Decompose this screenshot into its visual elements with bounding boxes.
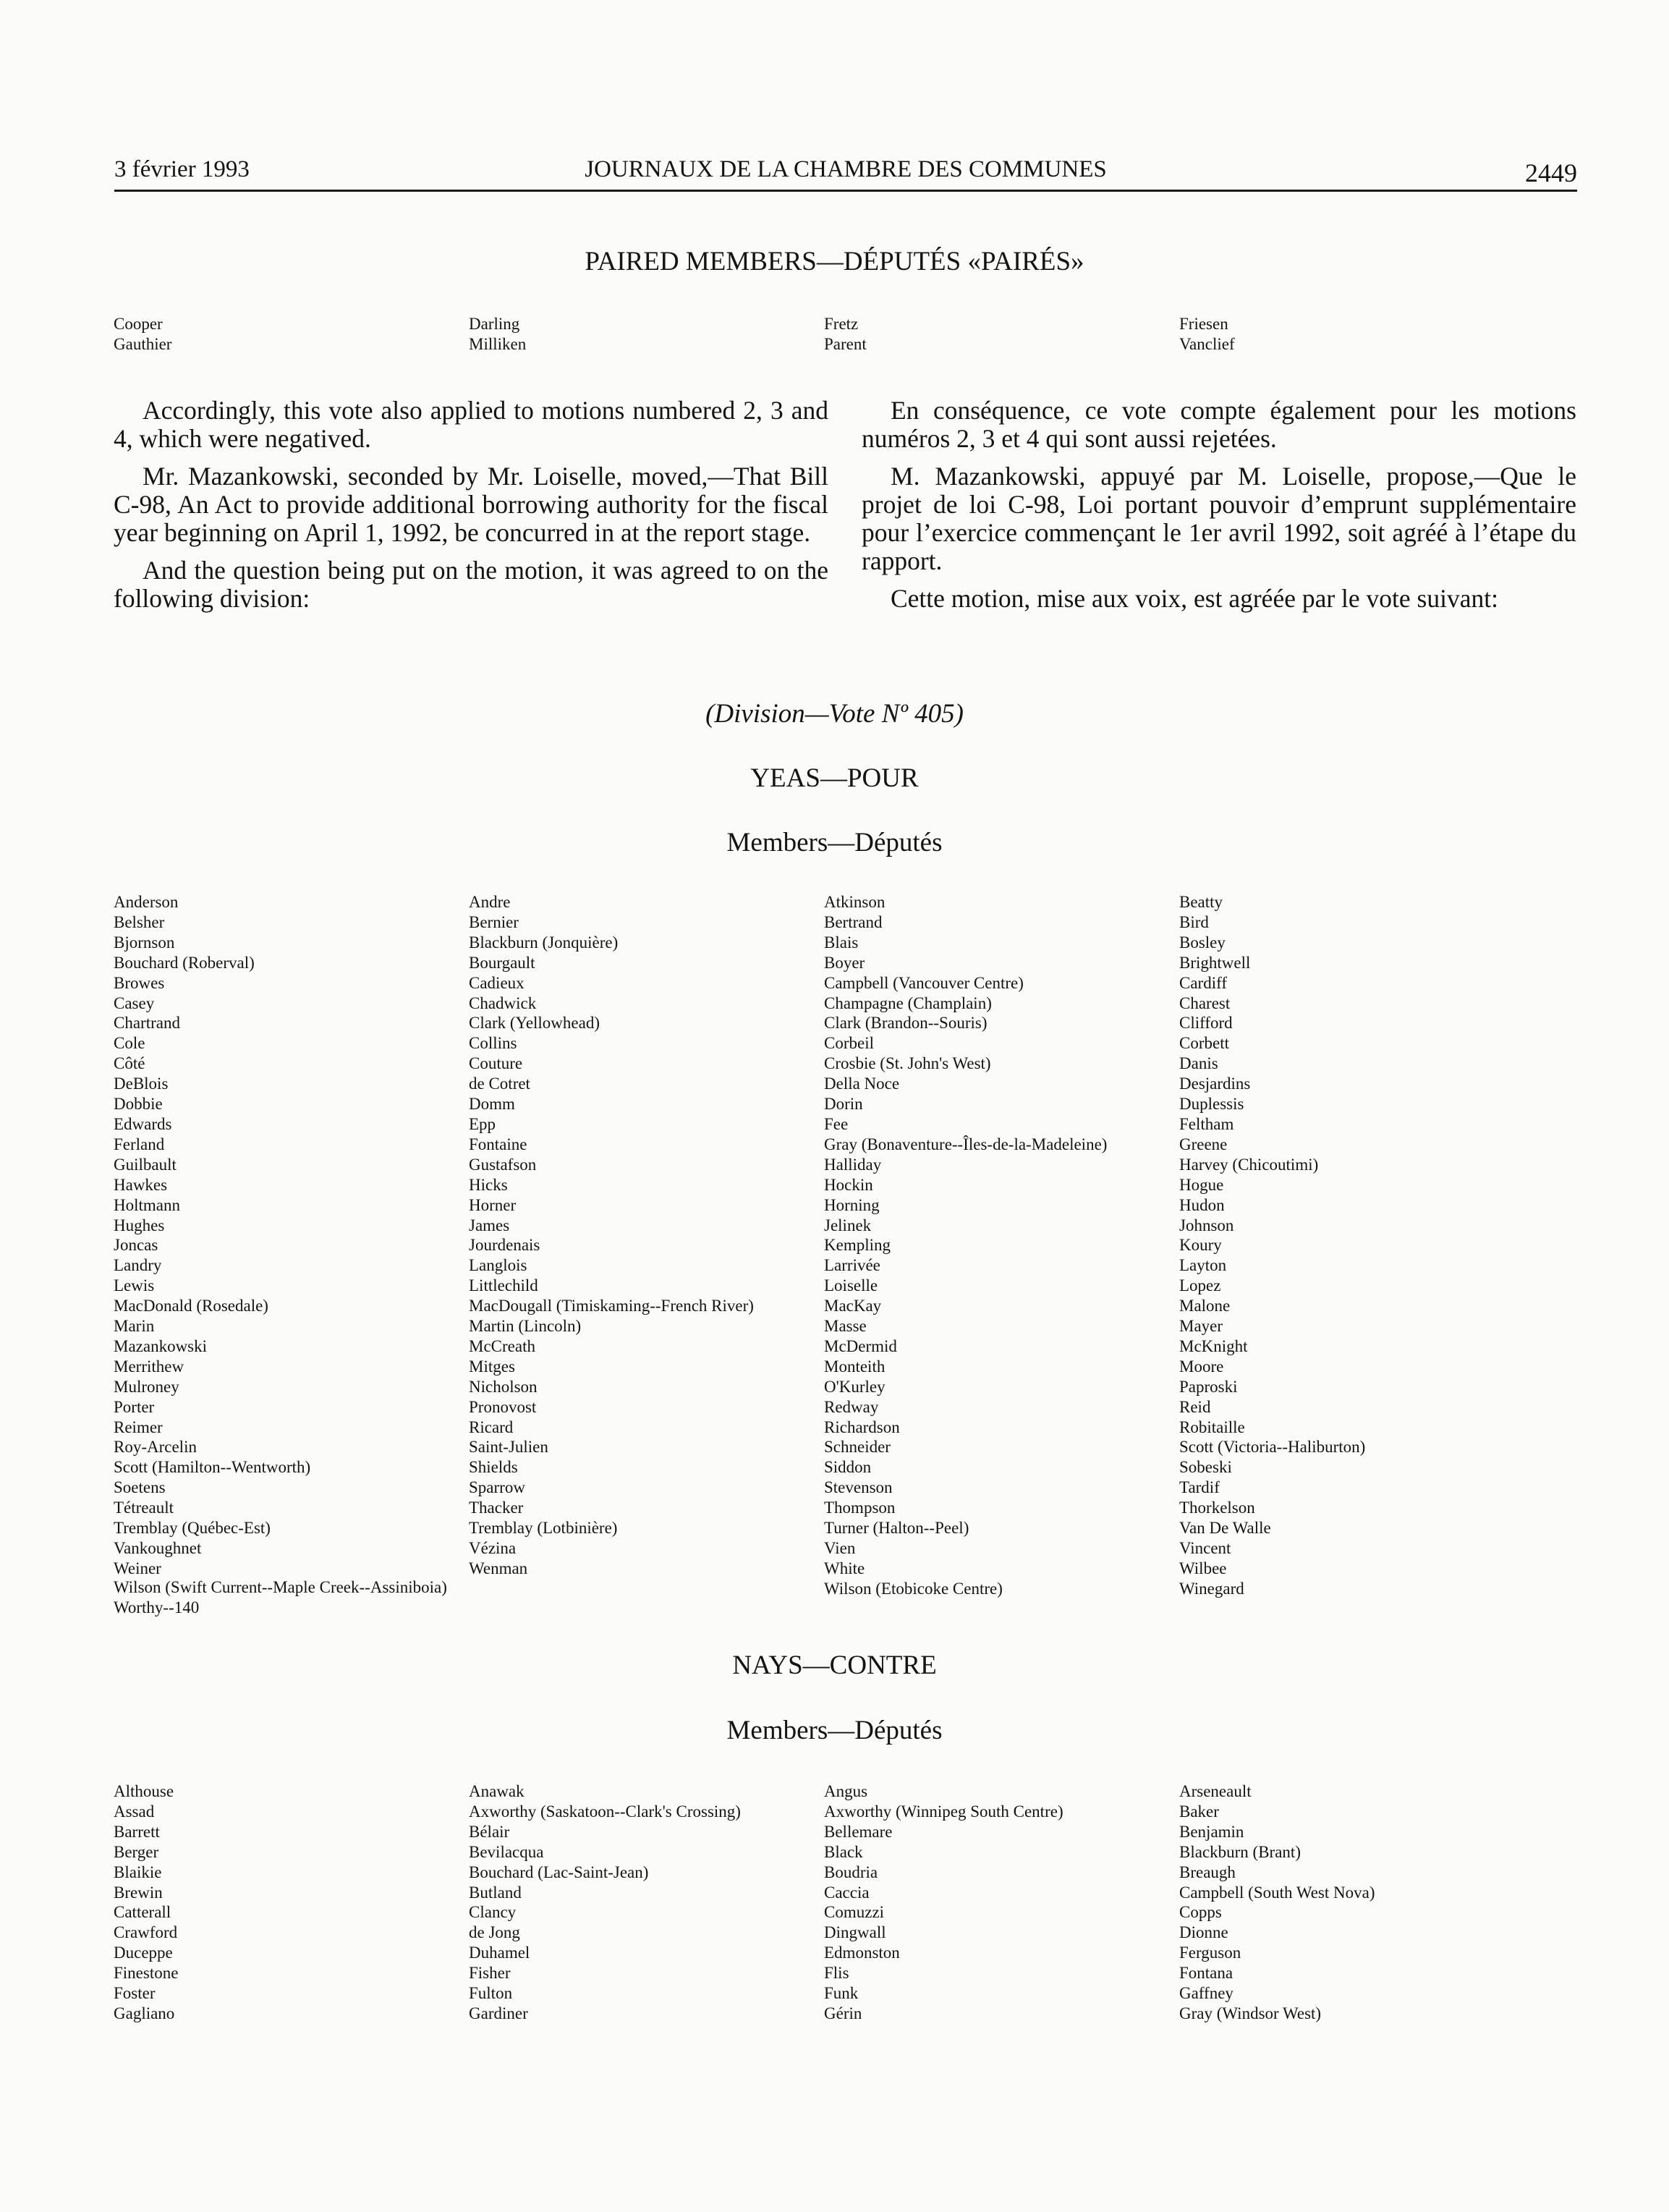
member-name: Corbeil <box>824 1034 874 1053</box>
member-name: Fretz <box>824 315 859 333</box>
member-name: Lopez <box>1179 1276 1221 1295</box>
member-name: Porter <box>114 1397 155 1416</box>
member-name: Cooper <box>114 315 163 333</box>
name-column <box>114 1781 469 2024</box>
member-name: Collins <box>469 1034 517 1053</box>
member-name: Copps <box>1179 1903 1222 1922</box>
member-name: Flis <box>824 1964 849 1983</box>
name-column <box>114 314 469 355</box>
member-name: Caccia <box>824 1883 870 1902</box>
french-column <box>862 397 1576 622</box>
member-name: Jourdenais <box>469 1236 540 1255</box>
header-journal-title: JOURNAUX DE LA CHAMBRE DES COMMUNES <box>585 156 1107 182</box>
member-name: Blackburn (Jonquière) <box>469 933 619 952</box>
member-name: MacKay <box>824 1297 882 1315</box>
member-name: Holtmann <box>114 1195 180 1214</box>
member-name: Soetens <box>114 1478 166 1497</box>
member-name: Clark (Yellowhead) <box>469 1014 600 1033</box>
member-name: de Jong <box>469 1923 520 1942</box>
member-name: Layton <box>1179 1256 1227 1275</box>
member-name: Halliday <box>824 1155 882 1174</box>
header-page-number: 2449 <box>1525 158 1577 187</box>
member-name: Gray (Bonaventure--Îles-de-la-Madeleine) <box>824 1135 1108 1153</box>
member-name: Paproski <box>1179 1377 1238 1396</box>
member-name: Harvey (Chicoutimi) <box>1179 1155 1319 1174</box>
member-name: Horner <box>469 1195 517 1214</box>
member-name: Robitaille <box>1179 1418 1245 1436</box>
member-name: Gardiner <box>469 2004 528 2022</box>
member-name: Fisher <box>469 1964 511 1983</box>
member-name: Cole <box>114 1034 145 1053</box>
member-name: Mitges <box>469 1357 515 1376</box>
member-name: Baker <box>1179 1802 1219 1821</box>
running-header <box>114 153 1577 192</box>
member-name: Dionne <box>1179 1923 1228 1942</box>
name-column <box>469 892 824 1599</box>
member-name: Angus <box>824 1782 868 1800</box>
member-name: Fulton <box>469 1984 513 2003</box>
member-name: Vanclief <box>1179 335 1235 353</box>
member-name: Scott (Hamilton--Wentworth) <box>114 1458 311 1477</box>
member-name: Weiner <box>114 1559 161 1577</box>
member-name: Bird <box>1179 912 1209 931</box>
member-name: Bjornson <box>114 933 175 952</box>
member-name: Vincent <box>1179 1539 1231 1557</box>
member-name: Desjardins <box>1179 1075 1251 1093</box>
member-name: James <box>469 1216 510 1234</box>
member-name: Nicholson <box>469 1377 538 1396</box>
member-name: O'Kurley <box>824 1377 886 1396</box>
member-name: Bélair <box>469 1822 510 1841</box>
member-name: Richardson <box>824 1418 900 1436</box>
member-name: Dorin <box>824 1095 863 1114</box>
member-name: Boyer <box>824 953 865 972</box>
member-name: Fontana <box>1179 1964 1233 1983</box>
motion-text <box>114 397 1576 622</box>
member-name: Althouse <box>114 1782 174 1800</box>
member-name: Hicks <box>469 1175 508 1194</box>
french-paragraph: M. Mazankowski, appuyé par M. Loiselle, propose,—Que le projet de loi C-98, Loi portant pouvoir d’emprunt supplémentaire pour l’exercice commençant le 1er avril 1992, soit agréé à l’étape du rapport. <box>862 462 1576 575</box>
member-name: Langlois <box>469 1256 527 1275</box>
paired-list <box>114 314 1582 355</box>
member-name: Browes <box>114 973 165 992</box>
member-name: Anderson <box>114 893 179 911</box>
member-name: Campbell (Vancouver Centre) <box>824 973 1024 992</box>
member-name: Danis <box>1179 1054 1218 1073</box>
member-name: Gagliano <box>114 2004 175 2022</box>
member-name: Comuzzi <box>824 1903 885 1922</box>
member-name: Winegard <box>1179 1579 1244 1598</box>
member-name: Clancy <box>469 1903 517 1922</box>
member-name: Tardif <box>1179 1478 1220 1497</box>
member-name: Champagne (Champlain) <box>824 993 992 1012</box>
nays-list <box>114 1781 1582 2024</box>
member-name: Dingwall <box>824 1923 886 1942</box>
french-paragraph: En conséquence, ce vote compte également pour les motions numéros 2, 3 et 4 qui sont aussi rejetées. <box>862 396 1576 453</box>
member-name: Black <box>824 1842 863 1861</box>
member-name: McDermid <box>824 1336 897 1355</box>
member-name: Chadwick <box>469 993 537 1012</box>
member-name: Axworthy (Winnipeg South Centre) <box>824 1802 1063 1821</box>
member-name: Clark (Brandon--Souris) <box>824 1014 988 1033</box>
member-name: Hawkes <box>114 1175 168 1194</box>
member-name: Mazankowski <box>114 1336 208 1355</box>
member-name: Thacker <box>469 1499 524 1517</box>
member-name: MacDougall (Timiskaming--French River) <box>469 1297 754 1315</box>
member-name: Cadieux <box>469 973 525 992</box>
member-name: Kempling <box>824 1236 891 1255</box>
member-name: Catterall <box>114 1903 171 1922</box>
member-name: Atkinson <box>824 893 886 911</box>
member-name: Tétreault <box>114 1499 174 1517</box>
member-name: Duplessis <box>1179 1095 1244 1114</box>
member-name: Arseneault <box>1179 1782 1252 1800</box>
member-name: Martin (Lincoln) <box>469 1317 582 1336</box>
member-name: Clifford <box>1179 1014 1233 1033</box>
member-name: Lewis <box>114 1276 155 1295</box>
member-name: Ferland <box>114 1135 165 1153</box>
member-name: MacDonald (Rosedale) <box>114 1297 268 1315</box>
member-name: Duceppe <box>114 1944 173 1962</box>
yeas-overflow-item: Wilson (Swift Current--Maple Creek--Assiniboia) <box>114 1578 447 1596</box>
member-name: Gaffney <box>1179 1984 1233 2003</box>
member-name: Blaikie <box>114 1863 162 1881</box>
member-name: Merrithew <box>114 1357 184 1376</box>
member-name: Butland <box>469 1883 522 1902</box>
member-name: Joncas <box>114 1236 158 1255</box>
member-name: Bevilacqua <box>469 1842 544 1861</box>
member-name: Fontaine <box>469 1135 527 1153</box>
name-column <box>469 314 824 355</box>
yeas-list <box>114 892 1582 1599</box>
name-column <box>1179 892 1534 1599</box>
member-name: Axworthy (Saskatoon--Clark's Crossing) <box>469 1802 741 1821</box>
name-column <box>824 892 1179 1599</box>
division-heading: (Division—Vote Nº 405) <box>705 699 964 729</box>
member-name: Parent <box>824 335 867 353</box>
member-name: Wenman <box>469 1559 528 1577</box>
member-name: Couture <box>469 1054 523 1073</box>
member-name: Bernier <box>469 912 519 931</box>
member-name: Crosbie (St. John's West) <box>824 1054 991 1073</box>
member-name: Van De Walle <box>1179 1519 1271 1538</box>
member-name: Casey <box>114 993 155 1012</box>
member-name: Thorkelson <box>1179 1499 1255 1517</box>
french-paragraph: Cette motion, mise aux voix, est agréée par le vote suivant: <box>891 584 1498 613</box>
member-name: Foster <box>114 1984 156 2003</box>
name-column <box>1179 314 1534 355</box>
member-name: Blais <box>824 933 859 952</box>
member-name: McCreath <box>469 1336 535 1355</box>
member-name: Stevenson <box>824 1478 893 1497</box>
nays-heading: NAYS—CONTRE <box>732 1650 937 1680</box>
member-name: Ricard <box>469 1418 514 1436</box>
yeas-subheading: Members—Députés <box>726 828 943 857</box>
member-name: Hogue <box>1179 1175 1224 1194</box>
member-name: Mulroney <box>114 1377 179 1396</box>
member-name: Anawak <box>469 1782 525 1800</box>
member-name: Finestone <box>114 1964 179 1983</box>
member-name: Bouchard (Roberval) <box>114 953 255 972</box>
member-name: Assad <box>114 1802 155 1821</box>
member-name: McKnight <box>1179 1336 1248 1355</box>
member-name: Monteith <box>824 1357 886 1376</box>
member-name: Epp <box>469 1114 496 1133</box>
english-column <box>114 397 828 622</box>
member-name: Vankoughnet <box>114 1539 202 1557</box>
name-column <box>824 1781 1179 2024</box>
member-name: Bosley <box>1179 933 1226 952</box>
member-name: Sobeski <box>1179 1458 1232 1477</box>
member-name: Beatty <box>1179 893 1223 911</box>
member-name: Della Noce <box>824 1075 900 1093</box>
member-name: Corbett <box>1179 1034 1229 1053</box>
member-name: Côté <box>114 1054 145 1073</box>
member-name: Berger <box>114 1842 159 1861</box>
member-name: Bertrand <box>824 912 883 931</box>
member-name: Boudria <box>824 1863 878 1881</box>
member-name: Mayer <box>1179 1317 1223 1336</box>
member-name: Campbell (South West Nova) <box>1179 1883 1375 1902</box>
yeas-overflow-item: Worthy--140 <box>114 1598 200 1616</box>
member-name: Dobbie <box>114 1095 163 1114</box>
member-name: Roy-Arcelin <box>114 1438 197 1457</box>
name-column <box>1179 1781 1534 2024</box>
member-name: Darling <box>469 315 520 333</box>
member-name: Scott (Victoria--Haliburton) <box>1179 1438 1366 1457</box>
member-name: Wilbee <box>1179 1559 1227 1577</box>
member-name: Breaugh <box>1179 1863 1236 1881</box>
member-name: Gauthier <box>114 335 172 353</box>
member-name: Masse <box>824 1317 867 1336</box>
member-name: Koury <box>1179 1236 1222 1255</box>
member-name: Feltham <box>1179 1114 1234 1133</box>
member-name: Jelinek <box>824 1216 872 1234</box>
member-name: Funk <box>824 1984 859 2003</box>
member-name: Ferguson <box>1179 1944 1241 1962</box>
member-name: Reimer <box>114 1418 163 1436</box>
member-name: Bouchard (Lac-Saint-Jean) <box>469 1863 649 1881</box>
member-name: Hughes <box>114 1216 165 1234</box>
member-name: Sparrow <box>469 1478 525 1497</box>
member-name: Gray (Windsor West) <box>1179 2004 1322 2022</box>
member-name: Charest <box>1179 993 1231 1012</box>
member-name: Saint-Julien <box>469 1438 548 1457</box>
member-name: Johnson <box>1179 1216 1234 1234</box>
member-name: Friesen <box>1179 315 1228 333</box>
yeas-heading: YEAS—POUR <box>750 763 919 793</box>
member-name: Fee <box>824 1114 849 1133</box>
member-name: Edmonston <box>824 1944 900 1962</box>
member-name: Bourgault <box>469 953 535 972</box>
english-paragraph: And the question being put on the motion, it was agreed to on the following division: <box>114 556 828 613</box>
member-name: Bellemare <box>824 1822 893 1841</box>
member-name: Marin <box>114 1317 155 1336</box>
member-name: Pronovost <box>469 1397 537 1416</box>
member-name: Crawford <box>114 1923 178 1942</box>
member-name: DeBlois <box>114 1075 169 1093</box>
member-name: Landry <box>114 1256 162 1275</box>
english-paragraph: Mr. Mazankowski, seconded by Mr. Loiselle, moved,—That Bill C-98, An Act to provide additional borrowing authority for the fiscal year beginning on April 1, 1992, be concurred in at the report stage. <box>114 462 828 547</box>
member-name: Reid <box>1179 1397 1211 1416</box>
member-name: Tremblay (Québec-Est) <box>114 1519 271 1538</box>
member-name: Gustafson <box>469 1155 537 1174</box>
member-name: Malone <box>1179 1297 1231 1315</box>
member-name: Guilbault <box>114 1155 177 1174</box>
member-name: Turner (Halton--Peel) <box>824 1519 969 1538</box>
member-name: Blackburn (Brant) <box>1179 1842 1301 1861</box>
name-column <box>824 314 1179 355</box>
member-name: Duhamel <box>469 1944 530 1962</box>
member-name: Edwards <box>114 1114 172 1133</box>
member-name: Milliken <box>469 335 527 353</box>
member-name: Loiselle <box>824 1276 878 1295</box>
member-name: Brightwell <box>1179 953 1251 972</box>
member-name: Siddon <box>824 1458 872 1477</box>
member-name: Hockin <box>824 1175 873 1194</box>
member-name: Gérin <box>824 2004 862 2022</box>
member-name: Vien <box>824 1539 856 1557</box>
header-date: 3 février 1993 <box>114 156 250 182</box>
member-name: Redway <box>824 1397 879 1416</box>
member-name: Domm <box>469 1095 515 1114</box>
member-name: Brewin <box>114 1883 163 1902</box>
paired-heading: PAIRED MEMBERS—DÉPUTÉS «PAIRÉS» <box>585 247 1084 276</box>
english-paragraph: Accordingly, this vote also applied to motions numbered 2, 3 and 4, which were negatived. <box>114 396 828 453</box>
member-name: White <box>824 1559 865 1577</box>
member-name: Moore <box>1179 1357 1224 1376</box>
member-name: de Cotret <box>469 1075 530 1093</box>
member-name: Chartrand <box>114 1014 180 1033</box>
member-name: Benjamin <box>1179 1822 1244 1841</box>
member-name: Horning <box>824 1195 880 1214</box>
name-column <box>469 1781 824 2024</box>
member-name: Hudon <box>1179 1195 1225 1214</box>
member-name: Barrett <box>114 1822 160 1841</box>
member-name: Shields <box>469 1458 518 1477</box>
member-name: Cardiff <box>1179 973 1228 992</box>
member-name: Greene <box>1179 1135 1228 1153</box>
member-name: Tremblay (Lotbinière) <box>469 1519 618 1538</box>
member-name: Larrivée <box>824 1256 880 1275</box>
member-name: Thompson <box>824 1499 896 1517</box>
member-name: Belsher <box>114 912 165 931</box>
member-name: Wilson (Etobicoke Centre) <box>824 1579 1003 1598</box>
member-name: Vézina <box>469 1539 517 1557</box>
member-name: Andre <box>469 893 511 911</box>
member-name: Littlechild <box>469 1276 538 1295</box>
name-column <box>114 892 469 1599</box>
nays-subheading: Members—Députés <box>726 1716 943 1745</box>
member-name: Schneider <box>824 1438 891 1457</box>
